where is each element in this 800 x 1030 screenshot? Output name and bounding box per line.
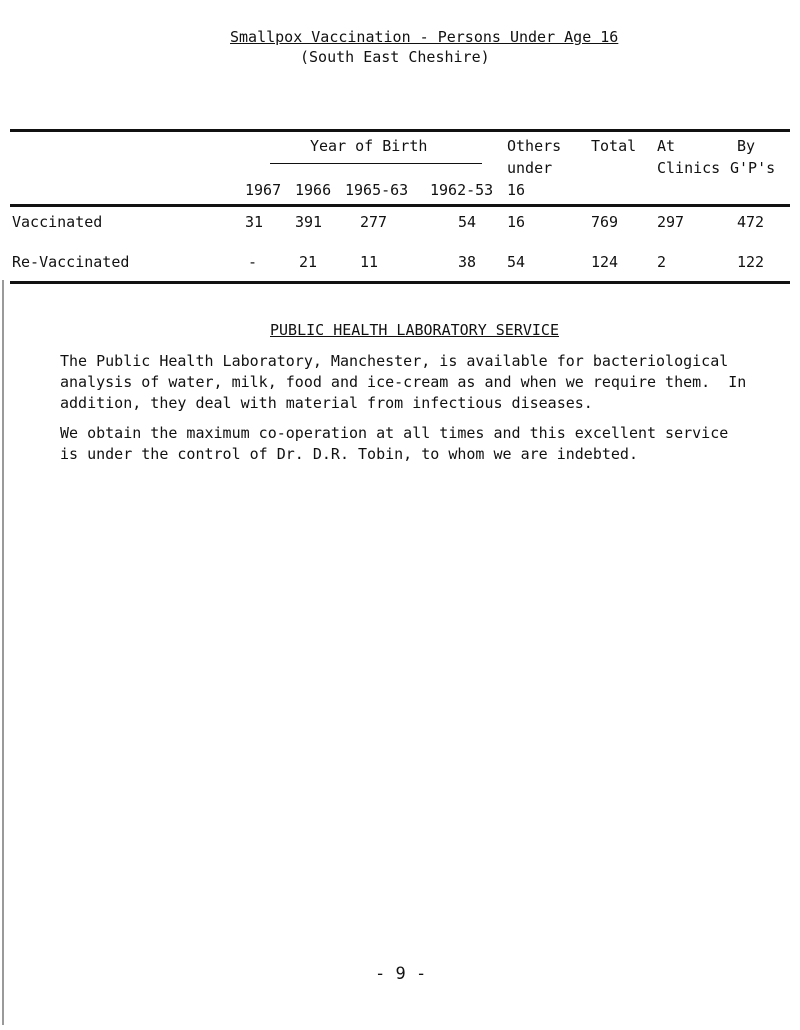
table-cell: 124 <box>591 253 619 271</box>
paragraph-line: The Public Health Laboratory, Manchester, is available for bacteriological <box>60 352 729 370</box>
table-cell: 54 <box>507 253 526 271</box>
table-cell: 391 <box>295 213 323 231</box>
header-year-1962-53: 1962-53 <box>430 181 494 199</box>
paragraph-line: addition, they deal with material from infectious diseases. <box>60 394 593 412</box>
paragraph-line: analysis of water, milk, food and ice-cream as and when we require them. In <box>60 373 747 391</box>
table-cell: 31 <box>245 213 264 231</box>
table-cell: - <box>248 253 258 271</box>
table-cell: 297 <box>657 213 685 231</box>
paragraph-line: is under the control of Dr. D.R. Tobin, to whom we are indebted. <box>60 445 638 463</box>
paragraph-line: We obtain the maximum co-operation at all times and this excellent service <box>60 424 729 442</box>
table-cell: 122 <box>737 253 765 271</box>
table-cell: 54 <box>458 213 477 231</box>
table-header-rule <box>10 204 790 207</box>
table-cell: 38 <box>458 253 477 271</box>
header-year-1966: 1966 <box>295 181 332 199</box>
header-others-3: 16 <box>507 181 526 199</box>
scan-margin-line <box>2 280 4 1025</box>
header-by-2: G'P's <box>730 159 776 177</box>
table-top-rule <box>10 129 790 132</box>
table-bottom-rule <box>10 281 790 284</box>
header-year-of-birth: Year of Birth <box>310 137 428 155</box>
row-label-vaccinated: Vaccinated <box>12 213 103 231</box>
header-by-1: By <box>737 137 756 155</box>
header-year-1965-63: 1965-63 <box>345 181 409 199</box>
table-cell: 277 <box>360 213 388 231</box>
header-total: Total <box>591 137 637 155</box>
table-cell: 11 <box>360 253 379 271</box>
table-cell: 472 <box>737 213 765 231</box>
table-cell: 2 <box>657 253 667 271</box>
header-at-2: Clinics <box>657 159 721 177</box>
header-others-1: Others <box>507 137 562 155</box>
page-subtitle: (South East Cheshire) <box>300 48 490 66</box>
year-of-birth-underline <box>270 163 482 164</box>
header-others-2: under <box>507 159 553 177</box>
page-title: Smallpox Vaccination - Persons Under Age 16 <box>230 28 619 46</box>
section-heading: PUBLIC HEALTH LABORATORY SERVICE <box>270 321 559 339</box>
table-cell: 16 <box>507 213 526 231</box>
row-label-re-vaccinated: Re-Vaccinated <box>12 253 130 271</box>
header-year-1967: 1967 <box>245 181 282 199</box>
header-at-1: At <box>657 137 676 155</box>
page-number: - 9 - <box>375 964 427 984</box>
table-cell: 21 <box>299 253 318 271</box>
table-cell: 769 <box>591 213 619 231</box>
